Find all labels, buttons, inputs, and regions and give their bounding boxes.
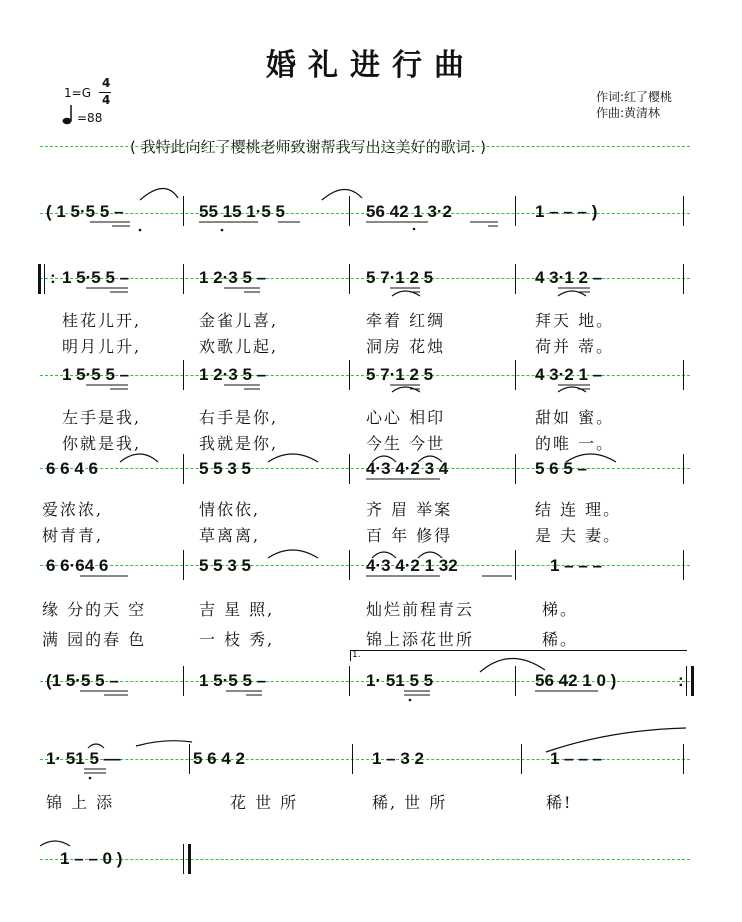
lyric-verse2: 满 园的春 色 bbox=[42, 630, 147, 649]
lyric-verse1: 结 连 理。 bbox=[535, 500, 622, 519]
intro-measure-3: 56 42 1 3·2 bbox=[366, 202, 453, 221]
tie-mark bbox=[136, 741, 192, 746]
lyric-verse1: 心心 相印 bbox=[366, 408, 446, 427]
lyric-verse2: 树青青, bbox=[42, 526, 104, 545]
lyric-verse2: 百 年 修得 bbox=[366, 526, 453, 545]
ending-measure-2: 5 6 4 2 bbox=[193, 749, 245, 768]
lyric-verse1: 齐 眉 举案 bbox=[366, 500, 453, 519]
intro-measure-4: 1 – – – ) bbox=[535, 202, 598, 221]
lyric-verse1: 拜天 地。 bbox=[535, 311, 615, 330]
chorus-measure-1: 6 6 4 6 bbox=[46, 459, 98, 478]
volta-label: 1. bbox=[352, 650, 361, 660]
ending-measure-3: 1 – 3 2 bbox=[372, 749, 424, 768]
lyric-verse2: 锦上添花世所 bbox=[366, 630, 475, 649]
repeat-dots: : bbox=[50, 268, 56, 287]
lyric-verse1: 桂花儿开, bbox=[62, 311, 142, 330]
lyric-verse1: 爱浓浓, bbox=[42, 500, 104, 519]
interlude-measure-3: 1· 51 5 5 bbox=[366, 671, 434, 690]
verse-measure-3: 5 7·1 2 5 bbox=[366, 268, 434, 287]
tie-mark bbox=[40, 841, 70, 846]
repeat-dots: : bbox=[678, 671, 684, 690]
ending-measure-4: 1 – – – bbox=[550, 749, 602, 768]
slur-mark bbox=[372, 456, 396, 462]
slur-mark bbox=[268, 454, 318, 462]
time-signature-top: 4 bbox=[102, 76, 111, 90]
time-signature-bottom: 4 bbox=[102, 93, 111, 107]
lyric-ending: 稀, 世 所 bbox=[372, 793, 448, 812]
chorus-measure-6: 5 5 3 5 bbox=[199, 556, 251, 575]
slur-mark bbox=[566, 454, 616, 462]
chorus-measure-7: 4·3 4·2 1 32 bbox=[366, 556, 458, 575]
verse-measure-5: 1 5·5 5 – bbox=[62, 365, 130, 384]
tie-mark bbox=[546, 728, 686, 752]
lyric-ending: 花 世 所 bbox=[230, 793, 299, 812]
key-signature: 1=G bbox=[64, 86, 91, 100]
lyric-verse1: 甜如 蜜。 bbox=[535, 408, 615, 427]
lyric-verse1: 金雀儿喜, bbox=[199, 311, 279, 330]
chorus-measure-3: 4·3 4·2 3 4 bbox=[366, 459, 449, 478]
lyric-verse2: 的唯 一。 bbox=[535, 434, 615, 453]
lyric-verse2: 一 枝 秀, bbox=[199, 630, 275, 649]
lyric-verse2: 草离离, bbox=[199, 526, 261, 545]
composer-credit: 作曲:黄清林 bbox=[596, 106, 661, 120]
slur-mark bbox=[418, 456, 442, 462]
lyric-verse1: 梯。 bbox=[542, 600, 579, 619]
lyric-verse1: 吉 星 照, bbox=[199, 600, 275, 619]
interlude-measure-2: 1 5·5 5 – bbox=[199, 671, 267, 690]
lyric-verse1: 缘 分的天 空 bbox=[42, 600, 147, 619]
interlude-measure-4: 56 42 1 0 ) bbox=[535, 671, 617, 690]
song-title: 婚礼进行曲 bbox=[266, 48, 476, 83]
tempo-marking: =88 bbox=[77, 111, 103, 125]
verse-measure-8: 4 3·2 1 – bbox=[535, 365, 603, 384]
lyric-verse2: 是 夫 妻。 bbox=[535, 526, 622, 545]
chorus-measure-8: 1 – – – bbox=[550, 556, 602, 575]
lyric-verse2: 你就是我, bbox=[62, 434, 142, 453]
slur-mark bbox=[268, 550, 318, 558]
dedication-note: ( 我特此向红了樱桃老师致谢帮我写出这美好的歌词. ) bbox=[130, 138, 487, 156]
chorus-measure-2: 5 5 3 5 bbox=[199, 459, 251, 478]
lyric-verse1: 右手是你, bbox=[199, 408, 279, 427]
slur-mark bbox=[372, 552, 396, 558]
lyric-verse2: 明月儿升, bbox=[62, 337, 142, 356]
slur-mark bbox=[418, 552, 442, 558]
verse-measure-7: 5 7·1 2 5 bbox=[366, 365, 434, 384]
lyric-verse2: 洞房 花烛 bbox=[366, 337, 446, 356]
lyric-verse1: 左手是我, bbox=[62, 408, 142, 427]
chorus-measure-5: 6 6·64 6 bbox=[46, 556, 109, 575]
slur-mark bbox=[140, 188, 178, 200]
verse-measure-2: 1 2·3 5 – bbox=[199, 268, 267, 287]
lyric-verse1: 灿烂前程青云 bbox=[366, 600, 475, 619]
lyric-ending: 稀! bbox=[546, 793, 573, 812]
verse-measure-1: 1 5·5 5 – bbox=[62, 268, 130, 287]
slur-mark bbox=[120, 454, 158, 462]
slur-mark bbox=[322, 189, 362, 200]
slur-mark bbox=[88, 744, 104, 748]
lyric-verse2: 荷并 蒂。 bbox=[535, 337, 615, 356]
verse-measure-6: 1 2·3 5 – bbox=[199, 365, 267, 384]
lyric-verse2: 我就是你, bbox=[199, 434, 279, 453]
verse-measure-4: 4 3·1 2 – bbox=[535, 268, 603, 287]
intro-measure-2: 55 15 1·5 5 bbox=[199, 202, 286, 221]
lyric-verse2: 稀。 bbox=[542, 630, 579, 649]
lyric-verse1: 牵着 红绸 bbox=[366, 311, 446, 330]
lyric-verse1: 情依依, bbox=[199, 500, 261, 519]
lyric-verse2: 欢歌儿起, bbox=[199, 337, 279, 356]
slur-mark bbox=[480, 658, 545, 672]
lyricist-credit: 作词:红了樱桃 bbox=[596, 90, 673, 104]
intro-measure-1: ( 1 5·5 5 – bbox=[46, 202, 124, 221]
interlude-measure-1: (1 5·5 5 – bbox=[46, 671, 119, 690]
lyric-ending: 锦 上 添 bbox=[46, 793, 115, 812]
lyric-verse2: 今生 今世 bbox=[366, 434, 446, 453]
chorus-measure-4: 5 6 5 – bbox=[535, 459, 587, 478]
final-measure: 1 – – 0 ) bbox=[60, 849, 123, 868]
ending-measure-1: 1· 51 5 — bbox=[46, 749, 121, 768]
